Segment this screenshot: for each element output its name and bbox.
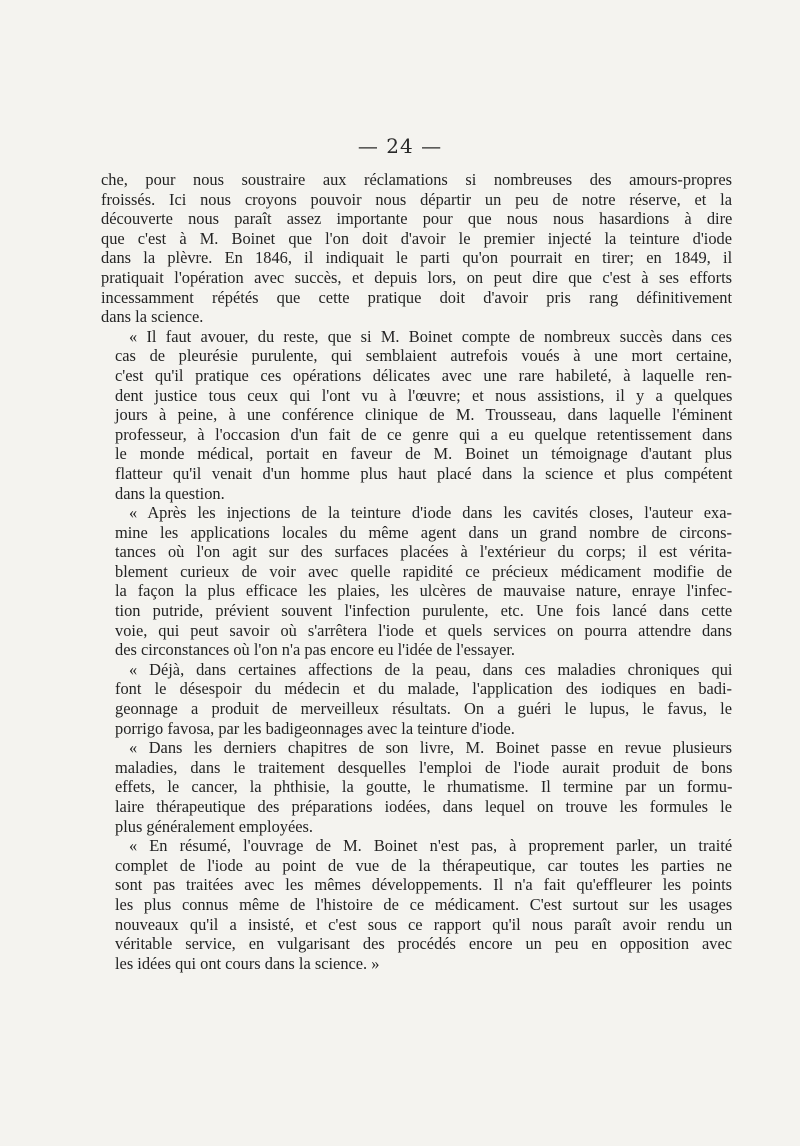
- text-line: cas de pleurésie purulente, qui semblaient autrefois voués à une mort certaine,: [115, 346, 733, 366]
- text-line: tances où l'on agit sur des surfaces placées à l'extérieur du corps; il est vérita-: [115, 542, 732, 562]
- text-line: font le désespoir du médecin et du malade, l'application des iodiques en badi-: [115, 679, 732, 699]
- paragraph: [101, 738, 732, 836]
- text-line: tion putride, prévient souvent l'infection purulente, etc. Une fois lancé dans cette: [115, 601, 733, 621]
- text-line: les plus connus même de l'histoire de ce médicament. C'est surtout sur les usages: [115, 894, 733, 914]
- text-line: mine les applications locales du même agent dans un grand nombre de circons-: [115, 522, 732, 542]
- text-line: « Déjà, dans certaines affections de la peau, dans ces maladies chroniques qui: [129, 659, 733, 679]
- page-number: — 24 —: [357, 134, 443, 158]
- paragraph: [101, 836, 732, 973]
- text-line: dans la science.: [101, 307, 204, 327]
- text-line: effets, le cancer, la phthisie, la goutte, le rhumatisme. Il termine par un formu-: [115, 777, 733, 797]
- text-line: le monde médical, portait en faveur de M. Boinet un témoignage d'autant plus: [115, 444, 732, 464]
- text-line: flatteur qu'il venait d'un homme plus haut placé dans la science et plus compétent: [115, 463, 733, 483]
- text-line: laire thérapeutique des préparations iodées, dans lequel on trouve les formules le: [115, 797, 732, 816]
- text-line: complet de l'iode au point de vue de la thérapeutique, car toutes les parties ne: [115, 855, 732, 875]
- text-line: « Dans les derniers chapitres de son livre, M. Boinet passe en revue plusieurs: [129, 738, 732, 758]
- text-line: maladies, dans le traitement desquelles l'emploi de l'iode aurait produit de bons: [115, 757, 733, 777]
- text-line: geonnage a produit de merveilleux résultats. On a guéri le lupus, le favus, le: [115, 699, 732, 719]
- paragraph: [101, 660, 732, 738]
- text-line: « Il faut avouer, du reste, que si M. Boinet compte de nombreux succès dans ces: [129, 326, 732, 346]
- paragraph: [101, 327, 732, 503]
- text-line: les idées qui ont cours dans la science. »: [115, 953, 380, 973]
- text-line: c'est qu'il pratique ces opérations délicates avec une rare habileté, à laquelle ren-: [115, 365, 732, 385]
- text-line: sont pas traitées avec les mêmes développements. Il n'a fait qu'effleurer les points: [115, 875, 732, 895]
- text-line: nouveaux qu'il a insisté, et c'est sous ce rapport qu'il nous paraît avoir rendu un: [115, 914, 733, 934]
- text-line: froissés. Ici nous croyons pouvoir nous départir un peu de notre réserve, et la: [101, 189, 732, 209]
- text-line: plus généralement employées.: [115, 816, 313, 836]
- text-line: « Après les injections de la teinture d'iode dans les cavités closes, l'auteur exa-: [129, 503, 732, 523]
- text-line: pratiquait l'opération avec succès, et depuis lors, on peut dire que c'est à ses efforts: [101, 267, 732, 287]
- text-line: découverte nous paraît assez importante pour que nous nous hasardions à dire: [101, 209, 733, 229]
- text-line: che, pour nous soustraire aux réclamations si nombreuses des amours-propres: [101, 170, 732, 189]
- text-line: voie, qui peut savoir où s'arrêtera l'iode et quels services on pourra attendre dans: [115, 620, 732, 640]
- paragraph: [101, 170, 732, 327]
- text-line: dans la question.: [115, 483, 225, 503]
- text-line: professeur, à l'occasion d'un fait de ce genre qui a eu quelque retentissement dans: [115, 424, 733, 444]
- body-text: [101, 170, 732, 973]
- text-line: blement curieux de voir avec quelle rapidité ce précieux médicament modifie de: [115, 561, 732, 581]
- paragraph: [101, 503, 732, 660]
- text-line: jours à peine, à une conférence clinique de M. Trousseau, dans laquelle l'éminent: [115, 405, 733, 425]
- text-line: dans la plèvre. En 1846, il indiquait le parti qu'on pourrait en tirer; en 1849, il: [101, 248, 733, 268]
- text-line: dent justice tous ceux qui l'ont vu à l'œuvre; et nous assistions, il y a quelques: [115, 385, 733, 405]
- text-line: véritable service, en vulgarisant des procédés encore un peu en opposition avec: [115, 934, 732, 954]
- text-line: « En résumé, l'ouvrage de M. Boinet n'est pas, à proprement parler, un traité: [129, 836, 733, 856]
- text-line: que c'est à M. Boinet que l'on doit d'avoir le premier injecté la teinture d'iode: [101, 228, 732, 248]
- text-line: la façon la plus efficace les plaies, les ulcères de mauvaise nature, enraye l'infec-: [115, 581, 733, 601]
- text-line: porrigo favosa, par les badigeonnages avec la teinture d'iode.: [115, 718, 515, 738]
- text-line: des circonstances où l'on n'a pas encore eu l'idée de l'essayer.: [115, 640, 516, 660]
- text-line: incessamment répétés que cette pratique doit d'avoir pris rang définitivement: [101, 287, 732, 307]
